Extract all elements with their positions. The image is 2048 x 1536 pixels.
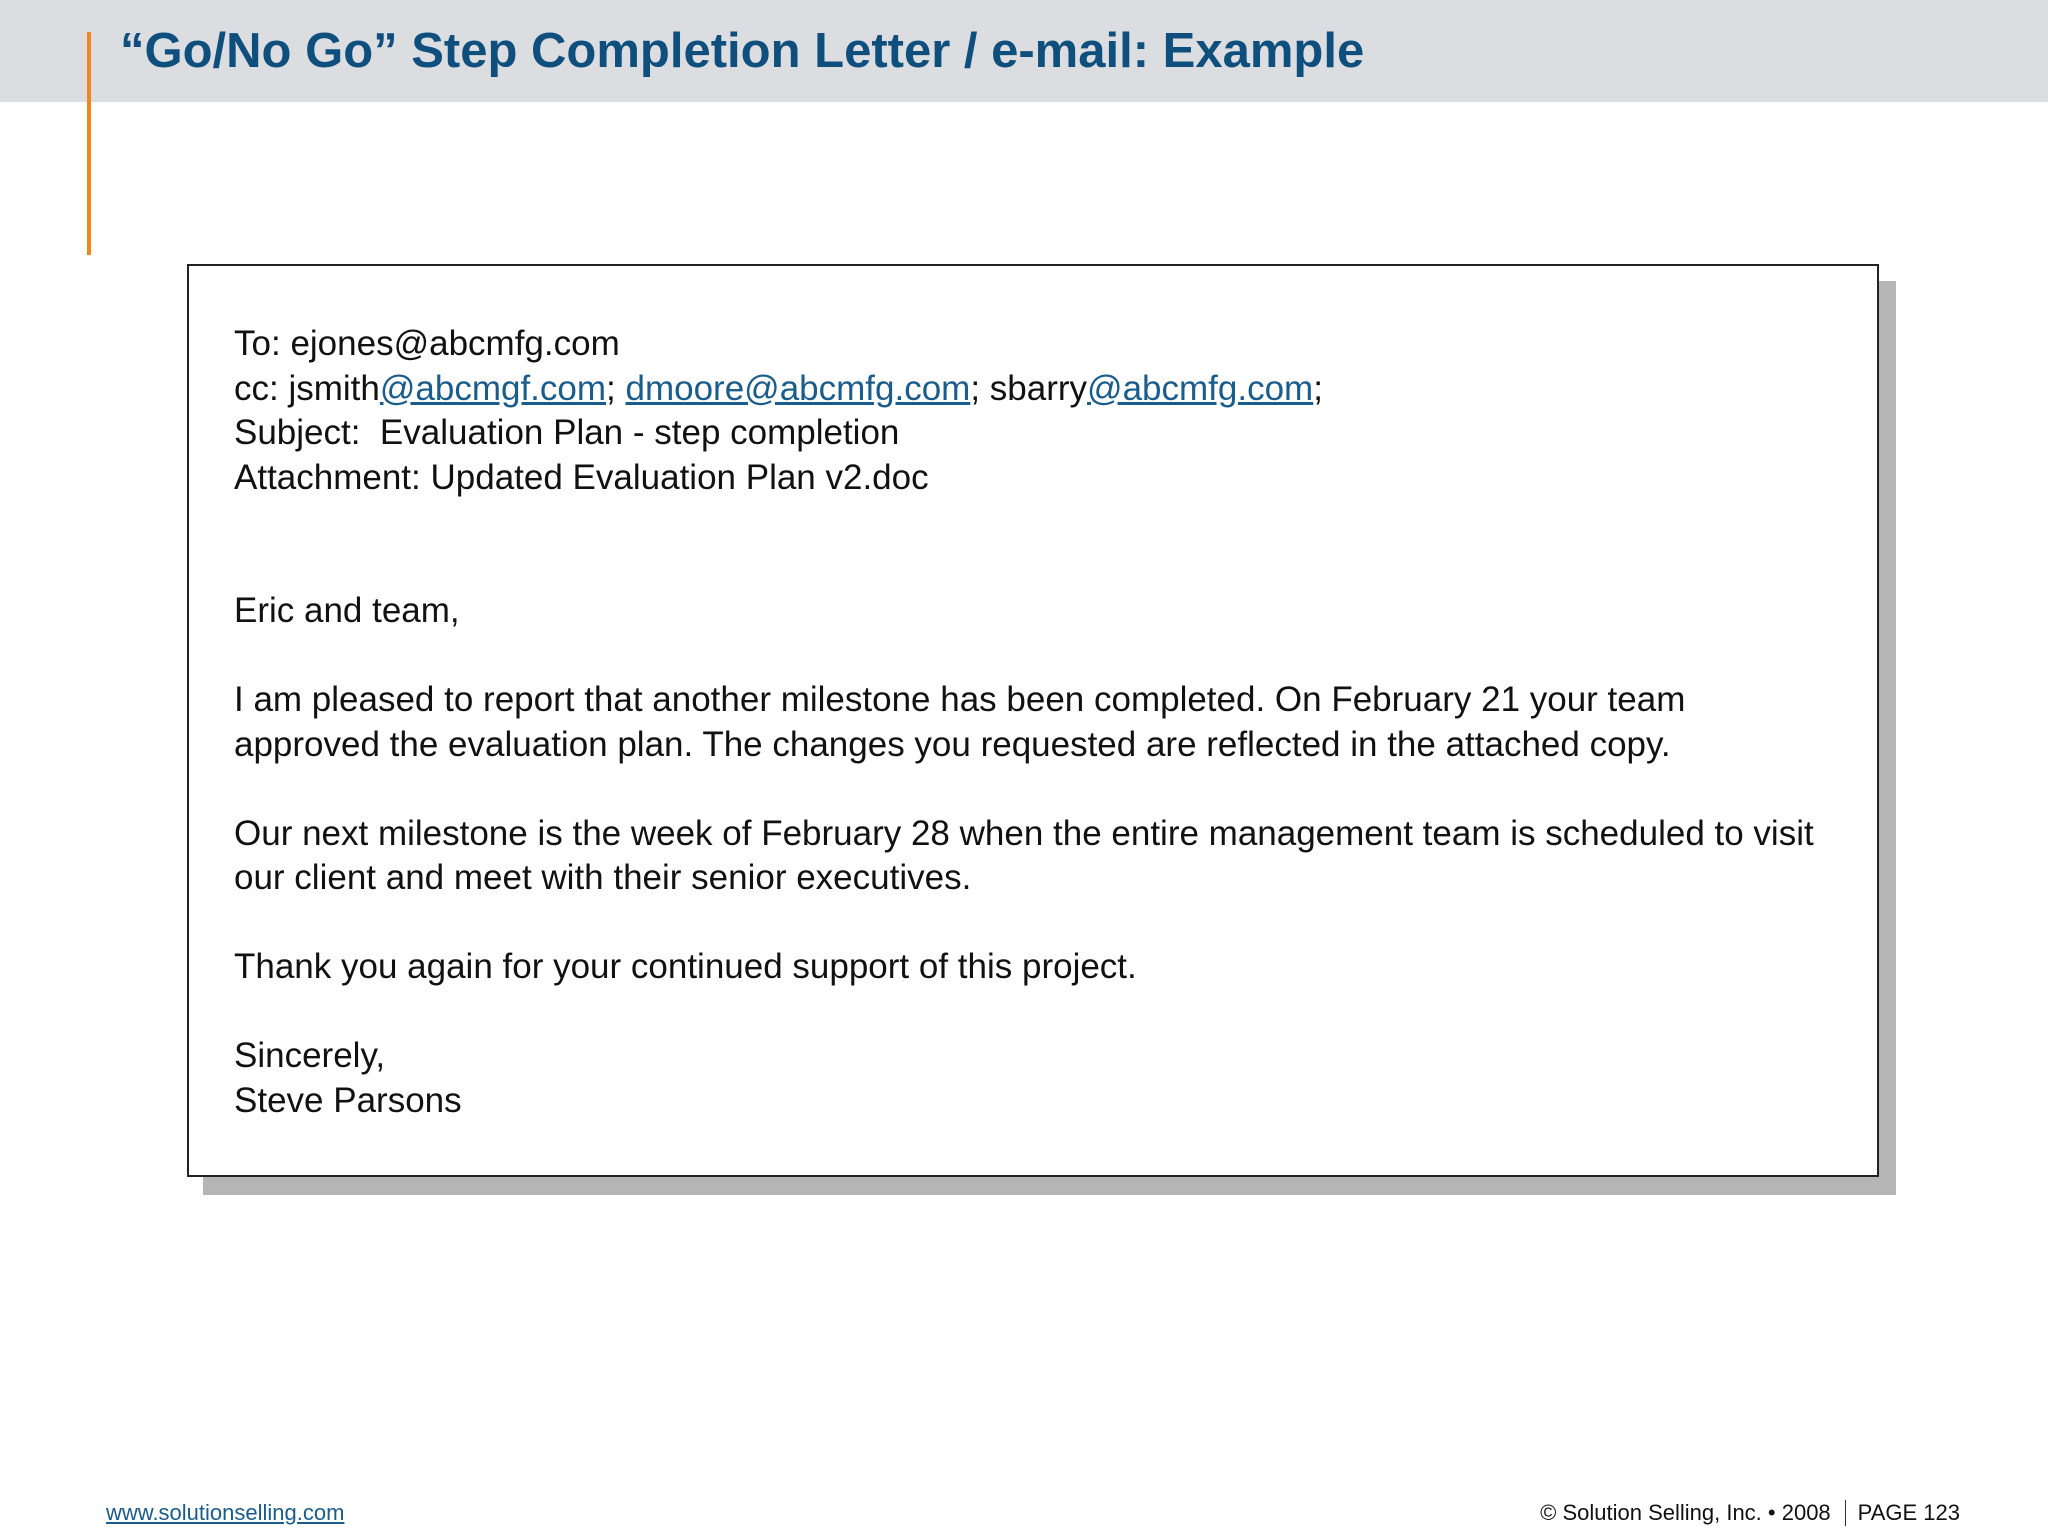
footer-right [1540,1500,1960,1526]
spacer [234,767,1837,812]
paragraph-2: Our next milestone is the week of February 28 when the entire management team is scheduled to visit our client and meet with their senior executives. [234,813,1814,897]
footer-page-number: PAGE 123 [1857,1500,1960,1525]
spacer [234,990,1837,1035]
spacer [234,500,1837,589]
cc-3-link[interactable]: @abcmfg.com [1087,368,1314,408]
page-title: “Go/No Go” Step Completion Letter / e-mail: Example [120,24,1365,78]
cc-sep-1: ; [606,368,616,408]
signature: Steve Parsons [234,1080,462,1120]
spacer [234,901,1837,946]
greeting: Eric and team, [234,591,460,630]
cc-1-prefix: jsmith [288,368,380,408]
footer-website-link[interactable]: www.solutionselling.com [106,1500,345,1525]
paragraph-3: Thank you again for your continued support of this project. [234,947,1137,986]
subject-line [234,411,1837,456]
spacer [234,634,1837,679]
cc-3-prefix: sbarry [989,368,1088,408]
attachment-line [234,456,1837,501]
cc-label: cc: [234,368,279,408]
to-line [234,322,1837,367]
to-value: ejones@abcmfg.com [290,324,620,363]
cc-2-link[interactable]: dmoore@abcmfg.com [625,368,971,408]
footer-copyright: © Solution Selling, Inc. • 2008 [1540,1500,1831,1525]
email-box [187,264,1879,1177]
closing: Sincerely, [234,1036,386,1075]
cc-1-link[interactable]: @abcmgf.com [379,368,607,408]
email-content [234,322,1837,1123]
attachment-value: Updated Evaluation Plan v2.doc [430,457,929,497]
attachment-label: Attachment: [234,457,421,497]
cc-line [234,367,1837,412]
subject-label: Subject: [234,413,361,452]
accent-bar [87,32,91,255]
cc-sep-3: ; [1313,368,1323,408]
cc-sep-2: ; [970,368,981,408]
paragraph-1: I am pleased to report that another milestone has been completed. On February 21 your team approved the evaluation plan. The changes you requested are reflected in the attached copy. [234,680,1686,764]
to-label: To: [234,324,281,363]
subject-value: Evaluation Plan - step completion [379,413,900,452]
footer-divider [1845,1500,1846,1526]
